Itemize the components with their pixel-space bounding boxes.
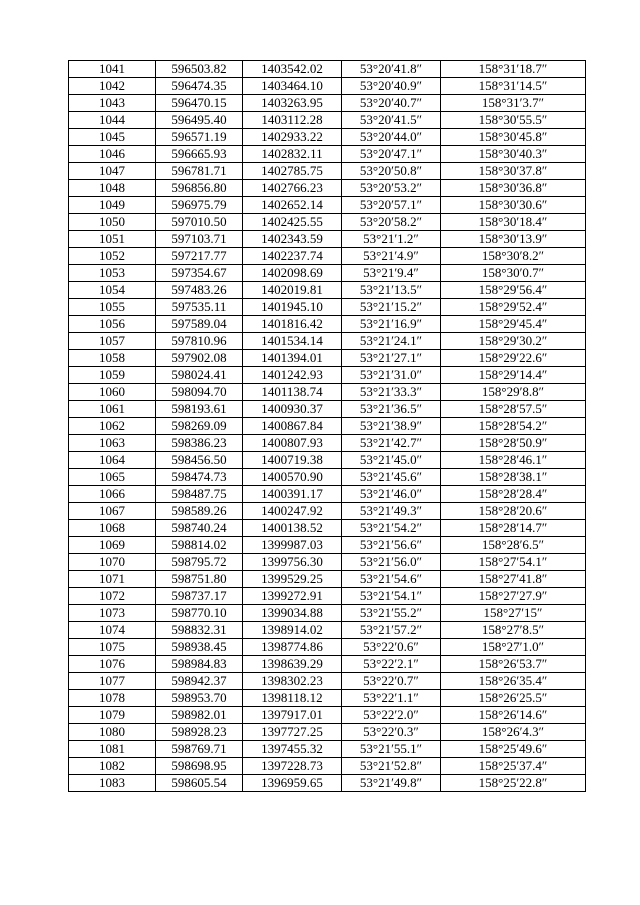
latitude-cell: 53°20′40.9″ [342,78,441,95]
y-coordinate-cell: 1396959.65 [243,775,342,792]
y-coordinate-cell: 1398774.86 [243,639,342,656]
x-coordinate-cell: 597810.96 [156,333,243,350]
point-number-cell: 1049 [69,197,156,214]
point-number-cell: 1050 [69,214,156,231]
longitude-cell: 158°28′20.6″ [441,503,586,520]
y-coordinate-cell: 1403464.10 [243,78,342,95]
point-number-cell: 1059 [69,367,156,384]
x-coordinate-cell: 598386.23 [156,435,243,452]
x-coordinate-cell: 596470.15 [156,95,243,112]
latitude-cell: 53°20′58.2″ [342,214,441,231]
latitude-cell: 53°21′56.6″ [342,537,441,554]
table-row [69,299,586,316]
x-coordinate-cell: 598737.17 [156,588,243,605]
point-number-cell: 1068 [69,520,156,537]
x-coordinate-cell: 598770.10 [156,605,243,622]
point-number-cell: 1051 [69,231,156,248]
x-coordinate-cell: 596665.93 [156,146,243,163]
latitude-cell: 53°21′54.1″ [342,588,441,605]
longitude-cell: 158°30′55.5″ [441,112,586,129]
table-row [69,435,586,452]
x-coordinate-cell: 596495.40 [156,112,243,129]
longitude-cell: 158°27′54.1″ [441,554,586,571]
x-coordinate-cell: 598814.02 [156,537,243,554]
longitude-cell: 158°30′8.2″ [441,248,586,265]
x-coordinate-cell: 597535.11 [156,299,243,316]
longitude-cell: 158°27′41.8″ [441,571,586,588]
x-coordinate-cell: 598605.54 [156,775,243,792]
point-number-cell: 1052 [69,248,156,265]
x-coordinate-cell: 598984.83 [156,656,243,673]
x-coordinate-cell: 598740.24 [156,520,243,537]
y-coordinate-cell: 1400867.84 [243,418,342,435]
latitude-cell: 53°20′47.1″ [342,146,441,163]
x-coordinate-cell: 598982.01 [156,707,243,724]
y-coordinate-cell: 1399987.03 [243,537,342,554]
latitude-cell: 53°21′55.1″ [342,741,441,758]
latitude-cell: 53°21′33.3″ [342,384,441,401]
table-row [69,214,586,231]
latitude-cell: 53°21′15.2″ [342,299,441,316]
table-row [69,724,586,741]
longitude-cell: 158°31′3.7″ [441,95,586,112]
point-number-cell: 1055 [69,299,156,316]
longitude-cell: 158°30′13.9″ [441,231,586,248]
table-row [69,758,586,775]
table-row [69,486,586,503]
y-coordinate-cell: 1402425.55 [243,214,342,231]
point-number-cell: 1060 [69,384,156,401]
point-number-cell: 1046 [69,146,156,163]
longitude-cell: 158°30′37.8″ [441,163,586,180]
table-row [69,316,586,333]
y-coordinate-cell: 1398302.23 [243,673,342,690]
latitude-cell: 53°20′41.5″ [342,112,441,129]
table-row [69,605,586,622]
y-coordinate-cell: 1401534.14 [243,333,342,350]
coordinates-table [68,60,586,792]
y-coordinate-cell: 1400719.38 [243,452,342,469]
table-row [69,197,586,214]
latitude-cell: 53°21′46.0″ [342,486,441,503]
longitude-cell: 158°28′57.5″ [441,401,586,418]
point-number-cell: 1065 [69,469,156,486]
latitude-cell: 53°21′13.5″ [342,282,441,299]
x-coordinate-cell: 598589.26 [156,503,243,520]
latitude-cell: 53°21′27.1″ [342,350,441,367]
point-number-cell: 1062 [69,418,156,435]
latitude-cell: 53°20′53.2″ [342,180,441,197]
x-coordinate-cell: 598953.70 [156,690,243,707]
y-coordinate-cell: 1403263.95 [243,95,342,112]
table-row [69,129,586,146]
table-row [69,265,586,282]
y-coordinate-cell: 1397455.32 [243,741,342,758]
point-number-cell: 1074 [69,622,156,639]
y-coordinate-cell: 1399034.88 [243,605,342,622]
latitude-cell: 53°21′56.0″ [342,554,441,571]
x-coordinate-cell: 598269.09 [156,418,243,435]
latitude-cell: 53°21′9.4″ [342,265,441,282]
table-row [69,622,586,639]
point-number-cell: 1042 [69,78,156,95]
y-coordinate-cell: 1401816.42 [243,316,342,333]
x-coordinate-cell: 597010.50 [156,214,243,231]
point-number-cell: 1043 [69,95,156,112]
x-coordinate-cell: 598487.75 [156,486,243,503]
longitude-cell: 158°30′45.8″ [441,129,586,146]
longitude-cell: 158°29′22.6″ [441,350,586,367]
x-coordinate-cell: 598193.61 [156,401,243,418]
latitude-cell: 53°21′45.0″ [342,452,441,469]
latitude-cell: 53°21′24.1″ [342,333,441,350]
x-coordinate-cell: 598928.23 [156,724,243,741]
x-coordinate-cell: 596781.71 [156,163,243,180]
table-row [69,571,586,588]
x-coordinate-cell: 597354.67 [156,265,243,282]
y-coordinate-cell: 1400391.17 [243,486,342,503]
longitude-cell: 158°26′25.5″ [441,690,586,707]
point-number-cell: 1072 [69,588,156,605]
table-row [69,401,586,418]
table-row [69,146,586,163]
latitude-cell: 53°21′38.9″ [342,418,441,435]
table-row [69,537,586,554]
longitude-cell: 158°28′14.7″ [441,520,586,537]
y-coordinate-cell: 1398639.29 [243,656,342,673]
latitude-cell: 53°21′55.2″ [342,605,441,622]
longitude-cell: 158°29′56.4″ [441,282,586,299]
x-coordinate-cell: 598942.37 [156,673,243,690]
point-number-cell: 1083 [69,775,156,792]
longitude-cell: 158°25′22.8″ [441,775,586,792]
table-row [69,741,586,758]
point-number-cell: 1077 [69,673,156,690]
latitude-cell: 53°21′36.5″ [342,401,441,418]
y-coordinate-cell: 1401138.74 [243,384,342,401]
longitude-cell: 158°25′37.4″ [441,758,586,775]
table-row [69,452,586,469]
point-number-cell: 1054 [69,282,156,299]
y-coordinate-cell: 1403542.02 [243,61,342,78]
point-number-cell: 1081 [69,741,156,758]
longitude-cell: 158°30′0.7″ [441,265,586,282]
x-coordinate-cell: 598769.71 [156,741,243,758]
x-coordinate-cell: 598795.72 [156,554,243,571]
table-row [69,367,586,384]
y-coordinate-cell: 1400570.90 [243,469,342,486]
latitude-cell: 53°21′52.8″ [342,758,441,775]
latitude-cell: 53°22′0.7″ [342,673,441,690]
table-row [69,673,586,690]
point-number-cell: 1066 [69,486,156,503]
y-coordinate-cell: 1402766.23 [243,180,342,197]
table-row [69,588,586,605]
longitude-cell: 158°30′36.8″ [441,180,586,197]
x-coordinate-cell: 597589.04 [156,316,243,333]
latitude-cell: 53°21′57.2″ [342,622,441,639]
longitude-cell: 158°27′8.5″ [441,622,586,639]
table-row [69,384,586,401]
longitude-cell: 158°27′15″ [441,605,586,622]
point-number-cell: 1047 [69,163,156,180]
table-row [69,282,586,299]
coordinates-table-body [69,61,586,792]
point-number-cell: 1082 [69,758,156,775]
y-coordinate-cell: 1397917.01 [243,707,342,724]
longitude-cell: 158°26′14.6″ [441,707,586,724]
longitude-cell: 158°28′6.5″ [441,537,586,554]
table-row [69,554,586,571]
x-coordinate-cell: 596975.79 [156,197,243,214]
point-number-cell: 1056 [69,316,156,333]
latitude-cell: 53°20′41.8″ [342,61,441,78]
table-row [69,350,586,367]
x-coordinate-cell: 597217.77 [156,248,243,265]
table-row [69,78,586,95]
latitude-cell: 53°21′49.3″ [342,503,441,520]
table-row [69,690,586,707]
latitude-cell: 53°21′49.8″ [342,775,441,792]
longitude-cell: 158°30′18.4″ [441,214,586,231]
longitude-cell: 158°29′45.4″ [441,316,586,333]
y-coordinate-cell: 1399272.91 [243,588,342,605]
y-coordinate-cell: 1401945.10 [243,299,342,316]
x-coordinate-cell: 598832.31 [156,622,243,639]
point-number-cell: 1073 [69,605,156,622]
longitude-cell: 158°28′46.1″ [441,452,586,469]
point-number-cell: 1070 [69,554,156,571]
table-row [69,231,586,248]
longitude-cell: 158°29′52.4″ [441,299,586,316]
point-number-cell: 1075 [69,639,156,656]
table-row [69,163,586,180]
y-coordinate-cell: 1402098.69 [243,265,342,282]
table-row [69,61,586,78]
y-coordinate-cell: 1400807.93 [243,435,342,452]
y-coordinate-cell: 1402652.14 [243,197,342,214]
x-coordinate-cell: 597902.08 [156,350,243,367]
table-row [69,248,586,265]
longitude-cell: 158°31′18.7″ [441,61,586,78]
point-number-cell: 1071 [69,571,156,588]
point-number-cell: 1069 [69,537,156,554]
point-number-cell: 1078 [69,690,156,707]
table-row [69,775,586,792]
y-coordinate-cell: 1401242.93 [243,367,342,384]
x-coordinate-cell: 598474.73 [156,469,243,486]
x-coordinate-cell: 598751.80 [156,571,243,588]
longitude-cell: 158°28′38.1″ [441,469,586,486]
y-coordinate-cell: 1399756.30 [243,554,342,571]
longitude-cell: 158°26′53.7″ [441,656,586,673]
y-coordinate-cell: 1397727.25 [243,724,342,741]
y-coordinate-cell: 1400930.37 [243,401,342,418]
latitude-cell: 53°21′31.0″ [342,367,441,384]
latitude-cell: 53°21′1.2″ [342,231,441,248]
latitude-cell: 53°22′0.6″ [342,639,441,656]
table-row [69,180,586,197]
y-coordinate-cell: 1402237.74 [243,248,342,265]
point-number-cell: 1041 [69,61,156,78]
point-number-cell: 1058 [69,350,156,367]
point-number-cell: 1063 [69,435,156,452]
latitude-cell: 53°22′2.1″ [342,656,441,673]
y-coordinate-cell: 1402343.59 [243,231,342,248]
table-row [69,95,586,112]
point-number-cell: 1057 [69,333,156,350]
y-coordinate-cell: 1397228.73 [243,758,342,775]
point-number-cell: 1080 [69,724,156,741]
table-row [69,520,586,537]
latitude-cell: 53°21′54.6″ [342,571,441,588]
y-coordinate-cell: 1402832.11 [243,146,342,163]
x-coordinate-cell: 598024.41 [156,367,243,384]
x-coordinate-cell: 598938.45 [156,639,243,656]
point-number-cell: 1079 [69,707,156,724]
latitude-cell: 53°20′40.7″ [342,95,441,112]
table-row [69,469,586,486]
y-coordinate-cell: 1399529.25 [243,571,342,588]
point-number-cell: 1053 [69,265,156,282]
longitude-cell: 158°30′40.3″ [441,146,586,163]
y-coordinate-cell: 1402785.75 [243,163,342,180]
y-coordinate-cell: 1402933.22 [243,129,342,146]
table-row [69,707,586,724]
x-coordinate-cell: 596856.80 [156,180,243,197]
x-coordinate-cell: 597103.71 [156,231,243,248]
point-number-cell: 1048 [69,180,156,197]
longitude-cell: 158°28′54.2″ [441,418,586,435]
longitude-cell: 158°31′14.5″ [441,78,586,95]
table-row [69,656,586,673]
point-number-cell: 1045 [69,129,156,146]
x-coordinate-cell: 597483.26 [156,282,243,299]
longitude-cell: 158°29′8.8″ [441,384,586,401]
longitude-cell: 158°29′14.4″ [441,367,586,384]
latitude-cell: 53°20′57.1″ [342,197,441,214]
x-coordinate-cell: 598456.50 [156,452,243,469]
latitude-cell: 53°22′1.1″ [342,690,441,707]
latitude-cell: 53°20′50.8″ [342,163,441,180]
point-number-cell: 1061 [69,401,156,418]
point-number-cell: 1067 [69,503,156,520]
point-number-cell: 1076 [69,656,156,673]
table-row [69,333,586,350]
longitude-cell: 158°28′50.9″ [441,435,586,452]
y-coordinate-cell: 1398118.12 [243,690,342,707]
longitude-cell: 158°28′28.4″ [441,486,586,503]
y-coordinate-cell: 1402019.81 [243,282,342,299]
y-coordinate-cell: 1401394.01 [243,350,342,367]
longitude-cell: 158°26′35.4″ [441,673,586,690]
point-number-cell: 1064 [69,452,156,469]
latitude-cell: 53°21′54.2″ [342,520,441,537]
longitude-cell: 158°25′49.6″ [441,741,586,758]
latitude-cell: 53°21′42.7″ [342,435,441,452]
table-row [69,503,586,520]
point-number-cell: 1044 [69,112,156,129]
y-coordinate-cell: 1398914.02 [243,622,342,639]
x-coordinate-cell: 598094.70 [156,384,243,401]
table-row [69,418,586,435]
x-coordinate-cell: 596571.19 [156,129,243,146]
latitude-cell: 53°21′45.6″ [342,469,441,486]
table-row [69,639,586,656]
table-row [69,112,586,129]
latitude-cell: 53°20′44.0″ [342,129,441,146]
x-coordinate-cell: 596474.35 [156,78,243,95]
x-coordinate-cell: 596503.82 [156,61,243,78]
longitude-cell: 158°27′1.0″ [441,639,586,656]
longitude-cell: 158°30′30.6″ [441,197,586,214]
y-coordinate-cell: 1403112.28 [243,112,342,129]
latitude-cell: 53°21′16.9″ [342,316,441,333]
longitude-cell: 158°26′4.3″ [441,724,586,741]
latitude-cell: 53°22′0.3″ [342,724,441,741]
latitude-cell: 53°22′2.0″ [342,707,441,724]
y-coordinate-cell: 1400247.92 [243,503,342,520]
y-coordinate-cell: 1400138.52 [243,520,342,537]
longitude-cell: 158°29′30.2″ [441,333,586,350]
latitude-cell: 53°21′4.9″ [342,248,441,265]
longitude-cell: 158°27′27.9″ [441,588,586,605]
x-coordinate-cell: 598698.95 [156,758,243,775]
